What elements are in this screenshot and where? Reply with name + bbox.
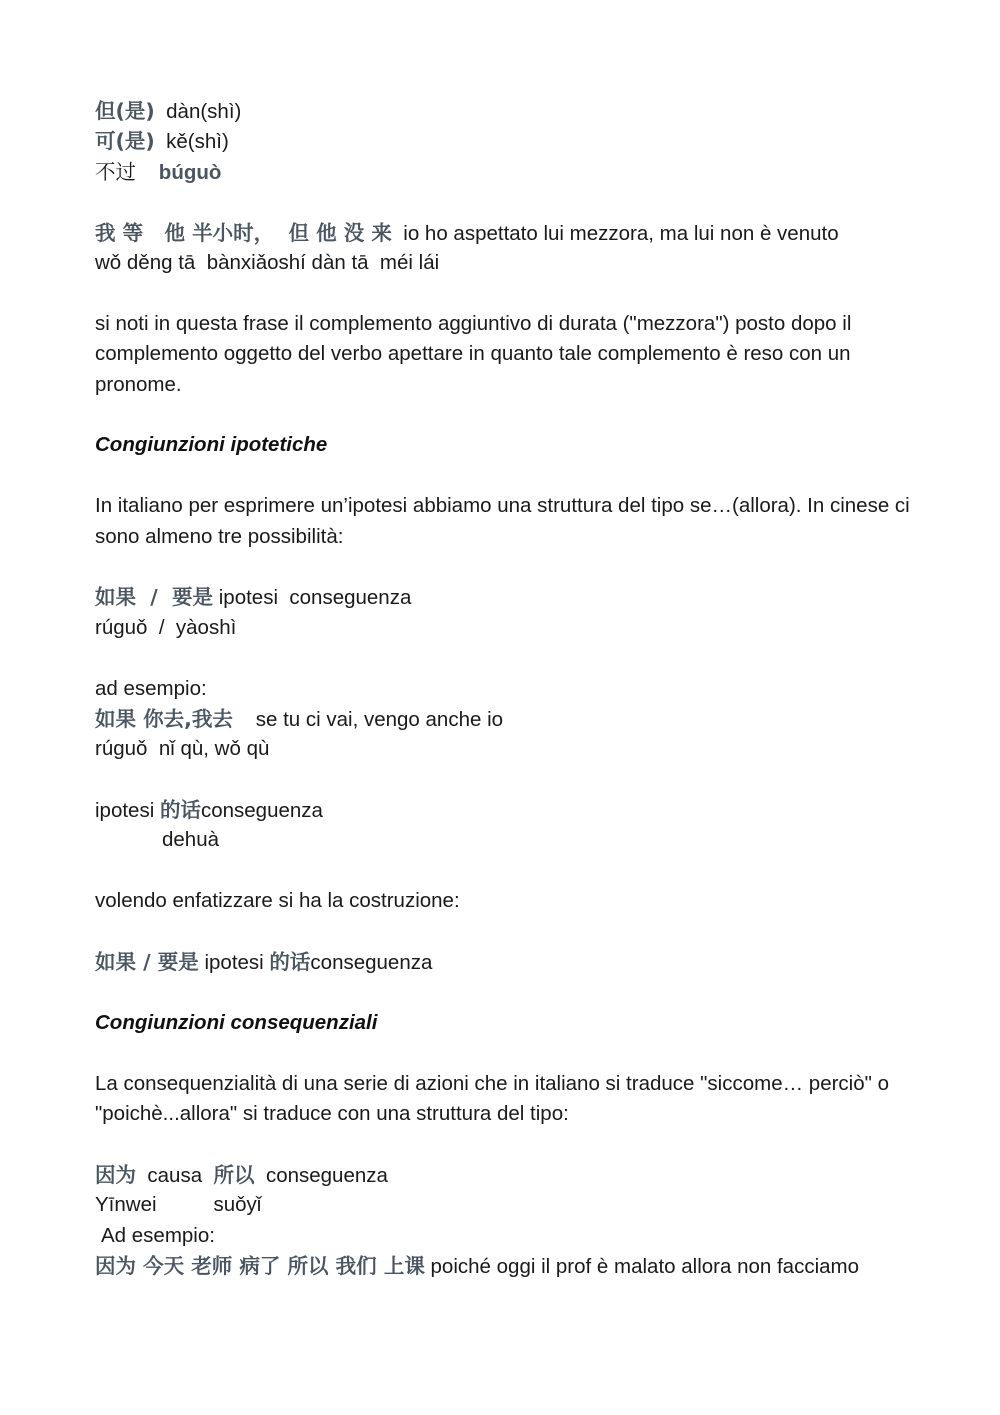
chinese-text: 可(是) xyxy=(95,129,155,154)
ad-esempio-label-2: Ad esempio: xyxy=(101,1223,215,1247)
example-2-pinyin: rúguǒ nǐ qù, wǒ qù xyxy=(95,737,270,761)
chinese-sentence: 如果 你去,我去 xyxy=(95,706,233,731)
section-heading-consequenziali: Congiunzioni consequenziali xyxy=(95,1010,378,1034)
chinese-sentence: 我 等 他 半小时， 但 他 没 来 xyxy=(95,220,392,245)
structure-2-line xyxy=(95,795,915,825)
structure-1-line xyxy=(95,582,915,612)
chinese-text: 所以 xyxy=(213,1162,255,1187)
intro-consequenziali-paragraph: La consequenzialità di una serie di azioni che in italiano si traduce "siccome… perciò" o "poichè...allora" si traduce con una struttura del tipo: xyxy=(95,1071,889,1125)
structure-3-line xyxy=(95,947,915,977)
chinese-text: 但(是) xyxy=(95,99,155,123)
structure-1-pinyin: rúguǒ / yàoshì xyxy=(95,615,237,639)
page-content xyxy=(95,96,915,1282)
conj-line-danshi xyxy=(95,96,915,126)
italian-translation: se tu ci vai, vengo anche io xyxy=(255,707,504,731)
structure-2-pinyin: dehuà xyxy=(162,828,220,852)
conj-line-keshi xyxy=(95,126,915,156)
note-paragraph: si noti in questa frase il complemento aggiuntivo di durata ("mezzora") posto dopo il complemento oggetto del verbo apettare in quanto tale complemento è reso con un pronome. xyxy=(95,311,852,396)
italian-text: ipotesi xyxy=(198,951,270,975)
structure-4-pinyin: Yīnwei suǒyǐ xyxy=(95,1193,262,1217)
example-2-line xyxy=(95,704,915,734)
italian-text: causa xyxy=(147,1163,203,1187)
italian-translation: io ho aspettato lui mezzora, ma lui non è venuto xyxy=(403,221,839,245)
chinese-sentence: 因为 今天 老师 病了 所以 我们 上课 xyxy=(95,1253,425,1278)
pinyin-text: dàn(shì) xyxy=(166,100,242,123)
pinyin-text: búguò xyxy=(158,160,222,184)
conj-line-buguo xyxy=(95,157,915,187)
example-1-line xyxy=(95,218,915,248)
italian-text: conseguenza xyxy=(310,951,433,975)
intro-ipotetiche-paragraph: In italiano per esprimere un’ipotesi abbiamo una struttura del tipo se…(allora). In cinese ci sono almeno tre possibilità: xyxy=(95,494,910,548)
example-3-paragraph xyxy=(95,1251,915,1282)
section-heading-ipotetiche: Congiunzioni ipotetiche xyxy=(95,433,328,457)
pinyin-text: kě(shì) xyxy=(166,130,229,154)
italian-text: ipotesi conseguenza xyxy=(218,586,412,610)
example-1-pinyin: wǒ děng tā bànxiǎoshí dàn tā méi lái xyxy=(95,250,440,274)
chinese-text: 如果 / 要是 xyxy=(95,585,214,610)
structure-4-line xyxy=(95,1160,915,1190)
italian-text: conseguenza xyxy=(200,799,323,823)
italian-text: conseguenza xyxy=(265,1163,388,1187)
chinese-text: 因为 xyxy=(95,1162,136,1187)
volendo-line: volendo enfatizzare si ha la costruzione: xyxy=(95,889,460,913)
italian-translation: poiché oggi il prof è malato allora non facciamo xyxy=(430,1254,859,1278)
italian-text: ipotesi xyxy=(95,799,160,823)
ad-esempio-label: ad esempio: xyxy=(95,676,207,700)
chinese-text: 如果 / 要是 xyxy=(95,950,199,975)
chinese-text: 的话 xyxy=(159,798,201,823)
chinese-text: 的话 xyxy=(269,950,311,975)
chinese-text: 不过 xyxy=(95,159,136,184)
